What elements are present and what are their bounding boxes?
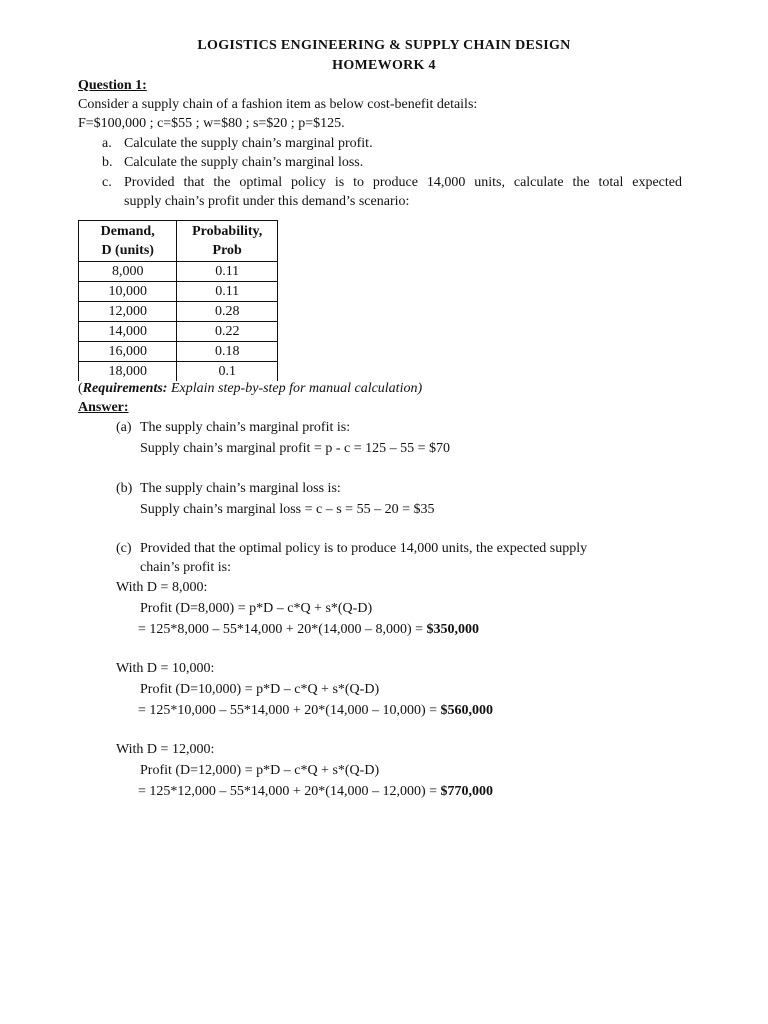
- demand-header-line1: Demand,: [100, 224, 155, 239]
- case-12000-result: $770,000: [440, 784, 494, 799]
- question-intro: Consider a supply chain of a fashion item as below cost-benefit details:: [78, 97, 478, 112]
- answer-c-marker: (c): [116, 541, 132, 556]
- prob-header-line1: Probability,: [192, 224, 263, 239]
- probability-cell: 0.28: [177, 302, 278, 322]
- item-b-text: Calculate the supply chain’s marginal loss.: [124, 155, 364, 170]
- probability-cell: 0.11: [177, 262, 278, 282]
- item-a-text: Calculate the supply chain’s marginal profit.: [124, 136, 373, 151]
- answer-b-line1: The supply chain’s marginal loss is:: [140, 481, 341, 496]
- case-10000-formula: Profit (D=10,000) = p*D – c*Q + s*(Q-D): [140, 682, 380, 697]
- case-10000-calculation: [138, 701, 493, 721]
- item-c-text-line2: supply chain’s profit under this demand’s scenario:: [124, 194, 410, 209]
- probability-cell: 0.22: [177, 322, 278, 342]
- table-row: [79, 302, 278, 322]
- demand-cell: 16,000: [79, 342, 177, 362]
- probability-cell: 0.11: [177, 282, 278, 302]
- demand-column-header: [79, 221, 177, 262]
- case-8000-formula: Profit (D=8,000) = p*D – c*Q + s*(Q-D): [140, 601, 373, 616]
- case-8000-result: $350,000: [426, 622, 480, 637]
- case-10000-heading: With D = 10,000:: [116, 661, 215, 676]
- table-row: [79, 262, 278, 282]
- item-c-marker: c.: [102, 175, 112, 190]
- prob-header-line2: Prob: [212, 243, 242, 258]
- probability-cell: 0.1: [177, 362, 278, 382]
- case-12000-calc-text: = 125*12,000 – 55*14,000 + 20*(14,000 – 12,000) =: [138, 784, 441, 799]
- item-a-marker: a.: [102, 136, 112, 151]
- answer-label: Answer:: [78, 400, 129, 415]
- document-subtitle: HOMEWORK 4: [332, 58, 436, 73]
- requirements-open-paren: (: [78, 381, 83, 396]
- answer-a-line2: Supply chain’s marginal profit = p - c = 125 – 55 = $70: [140, 441, 451, 456]
- document-title: LOGISTICS ENGINEERING & SUPPLY CHAIN DESIGN: [197, 38, 571, 53]
- requirements-note: [78, 379, 422, 399]
- answer-a-marker: (a): [116, 420, 132, 435]
- demand-cell: 12,000: [79, 302, 177, 322]
- demand-header-line2: D (units): [101, 243, 154, 258]
- answer-c-line2: chain’s profit is:: [140, 560, 231, 575]
- answer-a-line1: The supply chain’s marginal profit is:: [140, 420, 351, 435]
- answer-b-line2: Supply chain’s marginal loss = c – s = 55 – 20 = $35: [140, 502, 435, 517]
- case-12000-formula: Profit (D=12,000) = p*D – c*Q + s*(Q-D): [140, 763, 380, 778]
- case-10000-calc-text: = 125*10,000 – 55*14,000 + 20*(14,000 – 10,000) =: [138, 703, 441, 718]
- probability-column-header: [177, 221, 278, 262]
- table-row: [79, 342, 278, 362]
- case-8000-heading: With D = 8,000:: [116, 580, 208, 595]
- demand-cell: 10,000: [79, 282, 177, 302]
- table-header-row: [79, 221, 278, 262]
- table-row: [79, 282, 278, 302]
- requirements-label: Requirements:: [82, 381, 168, 396]
- case-8000-calc-text: = 125*8,000 – 55*14,000 + 20*(14,000 – 8,000) =: [138, 622, 427, 637]
- answer-c-line1: Provided that the optimal policy is to produce 14,000 units, the expected supply: [140, 541, 588, 556]
- table-row: [79, 322, 278, 342]
- case-10000-result: $560,000: [440, 703, 494, 718]
- case-12000-heading: With D = 12,000:: [116, 742, 215, 757]
- demand-cell: 8,000: [79, 262, 177, 282]
- question-params: F=$100,000 ; c=$55 ; w=$80 ; s=$20 ; p=$125.: [78, 116, 345, 131]
- demand-probability-table: [78, 220, 278, 381]
- demand-cell: 18,000: [79, 362, 177, 382]
- answer-b-marker: (b): [116, 481, 133, 496]
- question-label: Question 1:: [78, 78, 147, 93]
- case-8000-calculation: [138, 620, 479, 640]
- demand-cell: 14,000: [79, 322, 177, 342]
- item-c-text-line1: Provided that the optimal policy is to produce 14,000 units, calculate the total expected: [124, 175, 682, 190]
- probability-cell: 0.18: [177, 342, 278, 362]
- item-b-marker: b.: [102, 155, 113, 170]
- requirements-text: Explain step-by-step for manual calculation): [167, 381, 423, 396]
- case-12000-calculation: [138, 782, 493, 802]
